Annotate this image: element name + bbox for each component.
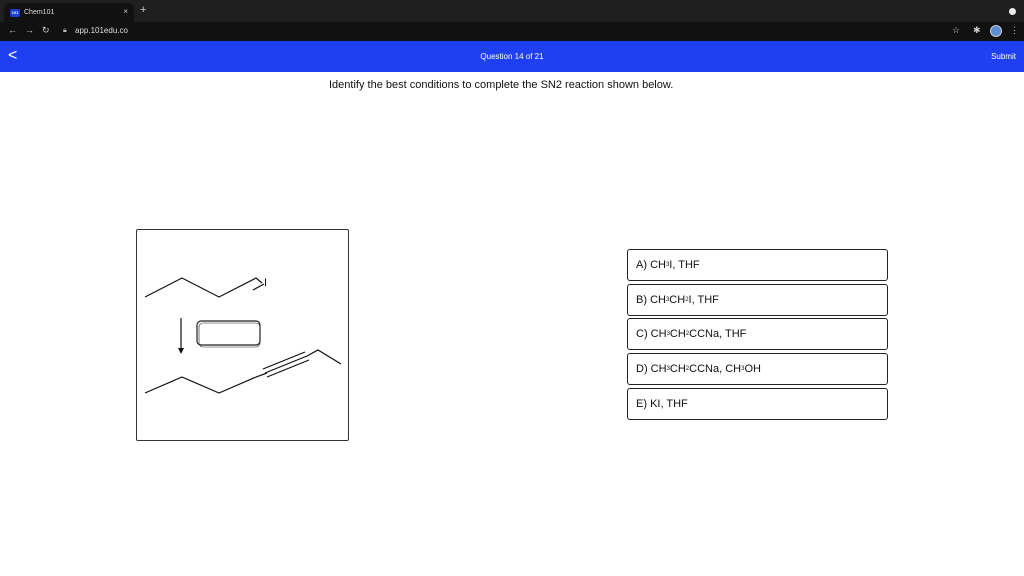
product-chain (145, 373, 267, 393)
reaction-diagram (136, 229, 349, 441)
browser-toolbar (0, 22, 1024, 41)
reaction-arrow-head (178, 348, 184, 354)
submit-button[interactable]: Submit (991, 52, 1016, 61)
forward-arrow-icon[interactable]: → (25, 25, 34, 35)
lock-icon: 🔒︎ (63, 27, 67, 34)
answer-letter: E) (636, 398, 647, 410)
conditions-drop-box (197, 321, 260, 345)
back-chevron-icon[interactable]: < (8, 47, 18, 64)
menu-kebab-icon[interactable]: ⋮ (1010, 25, 1019, 35)
answer-option-b[interactable]: B) CH 3 CH 2 I, THF (627, 284, 888, 316)
answer-option-d[interactable]: D) CH 3 CH 2 CCNa, CH 3 OH (627, 353, 888, 385)
browser-tab-bar (0, 0, 1024, 22)
address-bar[interactable]: app.101edu.co (75, 26, 128, 35)
triple-bond-3 (267, 360, 309, 377)
chem101-favicon-icon: 101 (11, 10, 19, 15)
back-arrow-icon[interactable]: ← (8, 25, 17, 35)
profile-avatar[interactable] (990, 25, 1002, 37)
tab-title: Chem101 (24, 9, 55, 16)
answer-letter: A) (636, 259, 647, 271)
reactant-chain (145, 278, 262, 297)
reaction-drawing (137, 230, 350, 442)
answer-letter: B) (636, 294, 647, 306)
product-tail (307, 350, 341, 364)
new-tab-icon[interactable]: + (140, 4, 147, 16)
answer-letter: C) (636, 328, 648, 340)
question-counter: Question 14 of 21 (480, 52, 544, 61)
reload-icon[interactable]: ↻ (42, 25, 50, 35)
answer-option-a[interactable]: A) CH 3 I, THF (627, 249, 888, 281)
record-indicator-icon (1009, 8, 1016, 15)
app-header (0, 41, 1024, 72)
iodine-label: I (264, 277, 268, 289)
carbon-iodine-bond (253, 284, 264, 290)
triple-bond-1 (265, 356, 307, 373)
answer-letter: D) (636, 363, 648, 375)
triple-bond-2 (263, 352, 305, 369)
browser-tab[interactable] (4, 3, 134, 22)
question-prompt: Identify the best conditions to complete the SN2 reaction shown below. (329, 79, 674, 91)
close-tab-icon[interactable]: × (123, 7, 128, 16)
answer-option-e[interactable]: E) KI, THF (627, 388, 888, 420)
answer-option-c[interactable]: C) CH 3 CH 2 CCNa, THF (627, 318, 888, 350)
bookmark-star-icon[interactable]: ☆ (952, 25, 961, 35)
extension-icon[interactable]: ✱ (973, 25, 981, 35)
